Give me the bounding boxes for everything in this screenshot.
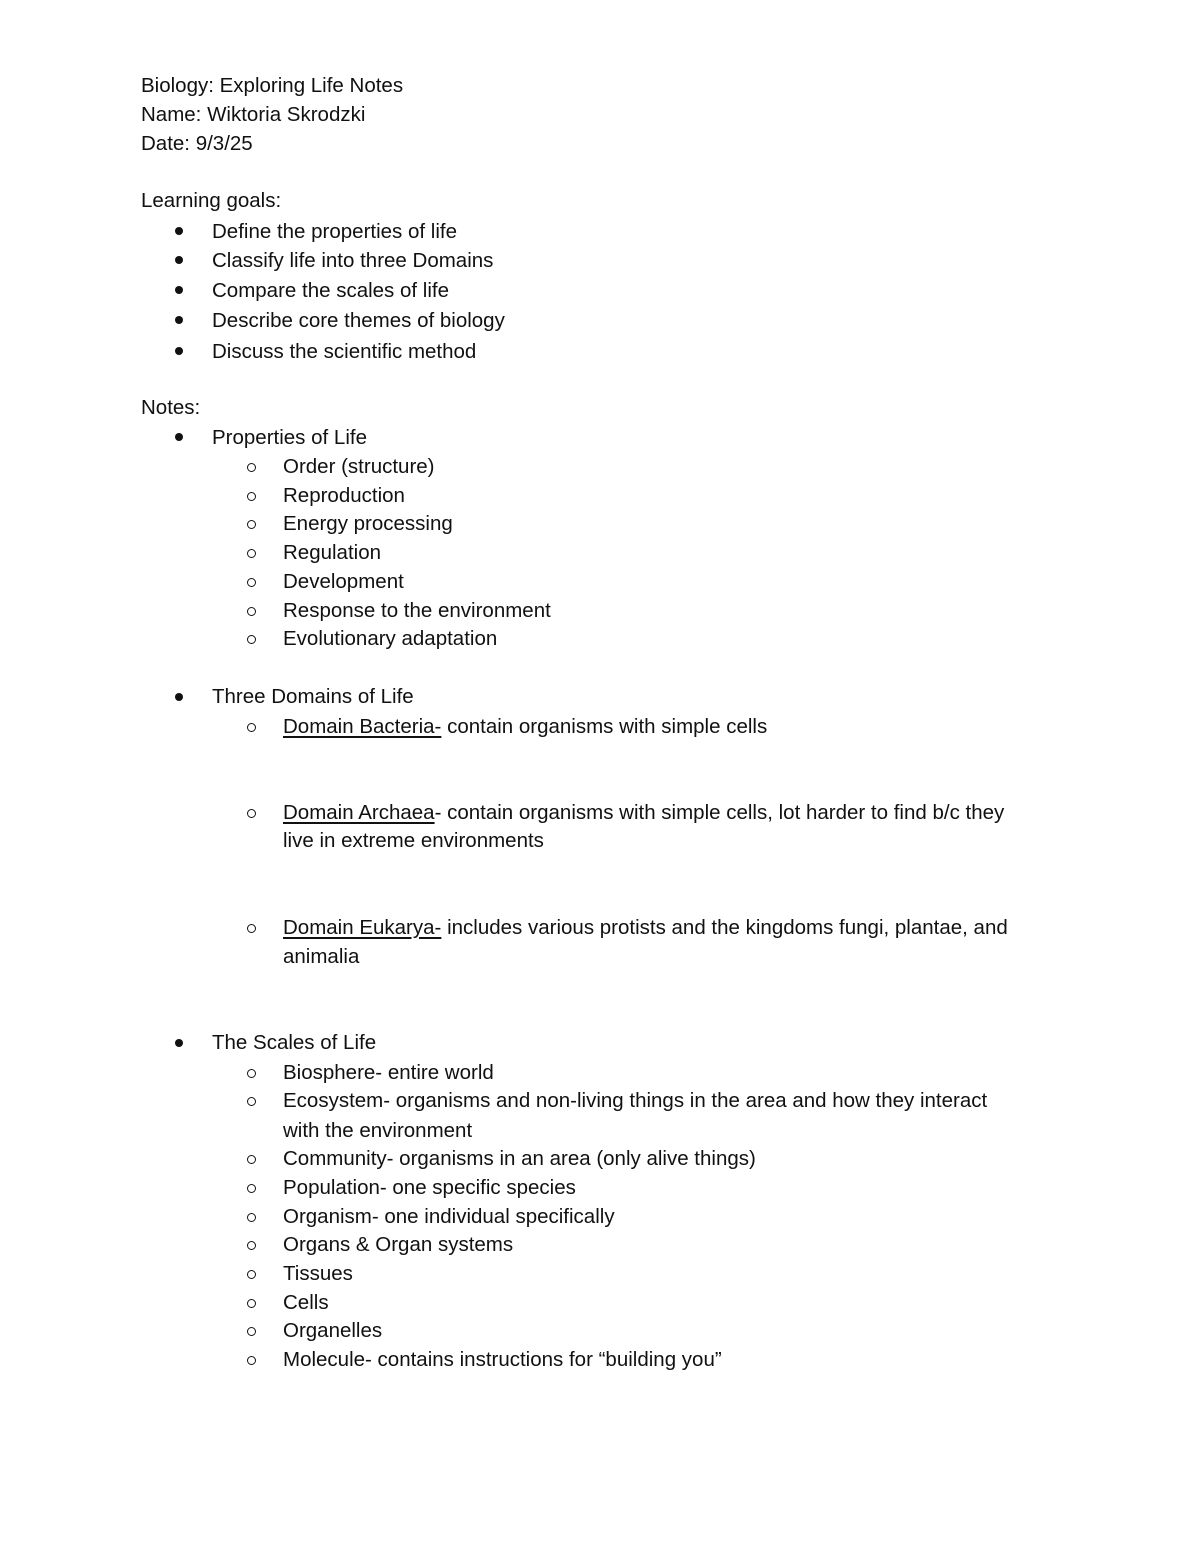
bullet-icon <box>175 347 183 355</box>
learning-goal-item: Classify life into three Domains <box>212 249 494 272</box>
scale-item-continuation: with the environment <box>283 1119 473 1142</box>
sub-bullet-icon <box>247 635 256 644</box>
properties-of-life-label: Properties of Life <box>212 426 367 449</box>
scale-item: Ecosystem- organisms and non-living things in the area and how they interact <box>283 1089 988 1112</box>
bullet-icon <box>175 286 183 294</box>
scale-item: Population- one specific species <box>283 1176 576 1199</box>
scales-of-life-label: The Scales of Life <box>212 1031 377 1054</box>
domain-term: Domain Bacteria- <box>283 715 442 738</box>
domain-eukarya-item <box>283 913 1008 942</box>
three-domains-label: Three Domains of Life <box>212 685 414 708</box>
scale-item: Organelles <box>283 1319 383 1342</box>
learning-goal-item: Compare the scales of life <box>212 279 450 302</box>
student-name: Name: Wiktoria Skrodzki <box>141 103 366 126</box>
bullet-icon <box>175 227 183 235</box>
property-item: Response to the environment <box>283 599 551 622</box>
sub-bullet-icon <box>247 1184 256 1193</box>
learning-goal-item: Define the properties of life <box>212 220 457 243</box>
property-item: Evolutionary adaptation <box>283 627 498 650</box>
learning-goal-item: Describe core themes of biology <box>212 309 505 332</box>
domain-term: Domain Eukarya- <box>283 916 442 939</box>
property-item: Reproduction <box>283 484 405 507</box>
sub-bullet-icon <box>247 1327 256 1336</box>
domain-bacteria-item <box>283 712 767 741</box>
sub-bullet-icon <box>247 1241 256 1250</box>
bullet-icon <box>175 1039 183 1047</box>
sub-bullet-icon <box>247 607 256 616</box>
sub-bullet-icon <box>247 723 256 732</box>
scale-item: Organism- one individual specifically <box>283 1205 615 1228</box>
scale-item: Molecule- contains instructions for “building you” <box>283 1348 722 1371</box>
scale-item: Tissues <box>283 1262 353 1285</box>
bullet-icon <box>175 256 183 264</box>
learning-goals-heading: Learning goals: <box>141 189 282 212</box>
scale-item: Community- organisms in an area (only alive things) <box>283 1147 756 1170</box>
sub-bullet-icon <box>247 1270 256 1279</box>
sub-bullet-icon <box>247 1097 256 1106</box>
sub-bullet-icon <box>247 1069 256 1078</box>
domain-archaea-item <box>283 798 1004 827</box>
sub-bullet-icon <box>247 492 256 501</box>
scale-item: Cells <box>283 1291 329 1314</box>
property-item: Development <box>283 570 404 593</box>
sub-bullet-icon <box>247 549 256 558</box>
domain-term: Domain Archaea <box>283 801 435 824</box>
sub-bullet-icon <box>247 1213 256 1222</box>
sub-bullet-icon <box>247 1356 256 1365</box>
sub-bullet-icon <box>247 463 256 472</box>
learning-goal-item: Discuss the scientific method <box>212 340 477 363</box>
property-item: Regulation <box>283 541 382 564</box>
sub-bullet-icon <box>247 578 256 587</box>
domain-description: includes various protists and the kingdoms fungi, plantae, and <box>441 916 1008 939</box>
scale-item: Organs & Organ systems <box>283 1233 514 1256</box>
domain-description: - contain organisms with simple cells, lot harder to find b/c they <box>434 801 1005 824</box>
bullet-icon <box>175 693 183 701</box>
sub-bullet-icon <box>247 809 256 818</box>
sub-bullet-icon <box>247 1299 256 1308</box>
property-item: Order (structure) <box>283 455 435 478</box>
domain-description-continuation: animalia <box>283 945 360 968</box>
domain-description-continuation: live in extreme environments <box>283 829 544 852</box>
notes-heading: Notes: <box>141 396 201 419</box>
property-item: Energy processing <box>283 512 453 535</box>
bullet-icon <box>175 316 183 324</box>
domain-description: contain organisms with simple cells <box>441 715 768 738</box>
bullet-icon <box>175 433 183 441</box>
sub-bullet-icon <box>247 924 256 933</box>
sub-bullet-icon <box>247 520 256 529</box>
scale-item: Biosphere- entire world <box>283 1061 494 1084</box>
document-title: Biology: Exploring Life Notes <box>141 74 404 97</box>
document-date: Date: 9/3/25 <box>141 132 253 155</box>
sub-bullet-icon <box>247 1155 256 1164</box>
